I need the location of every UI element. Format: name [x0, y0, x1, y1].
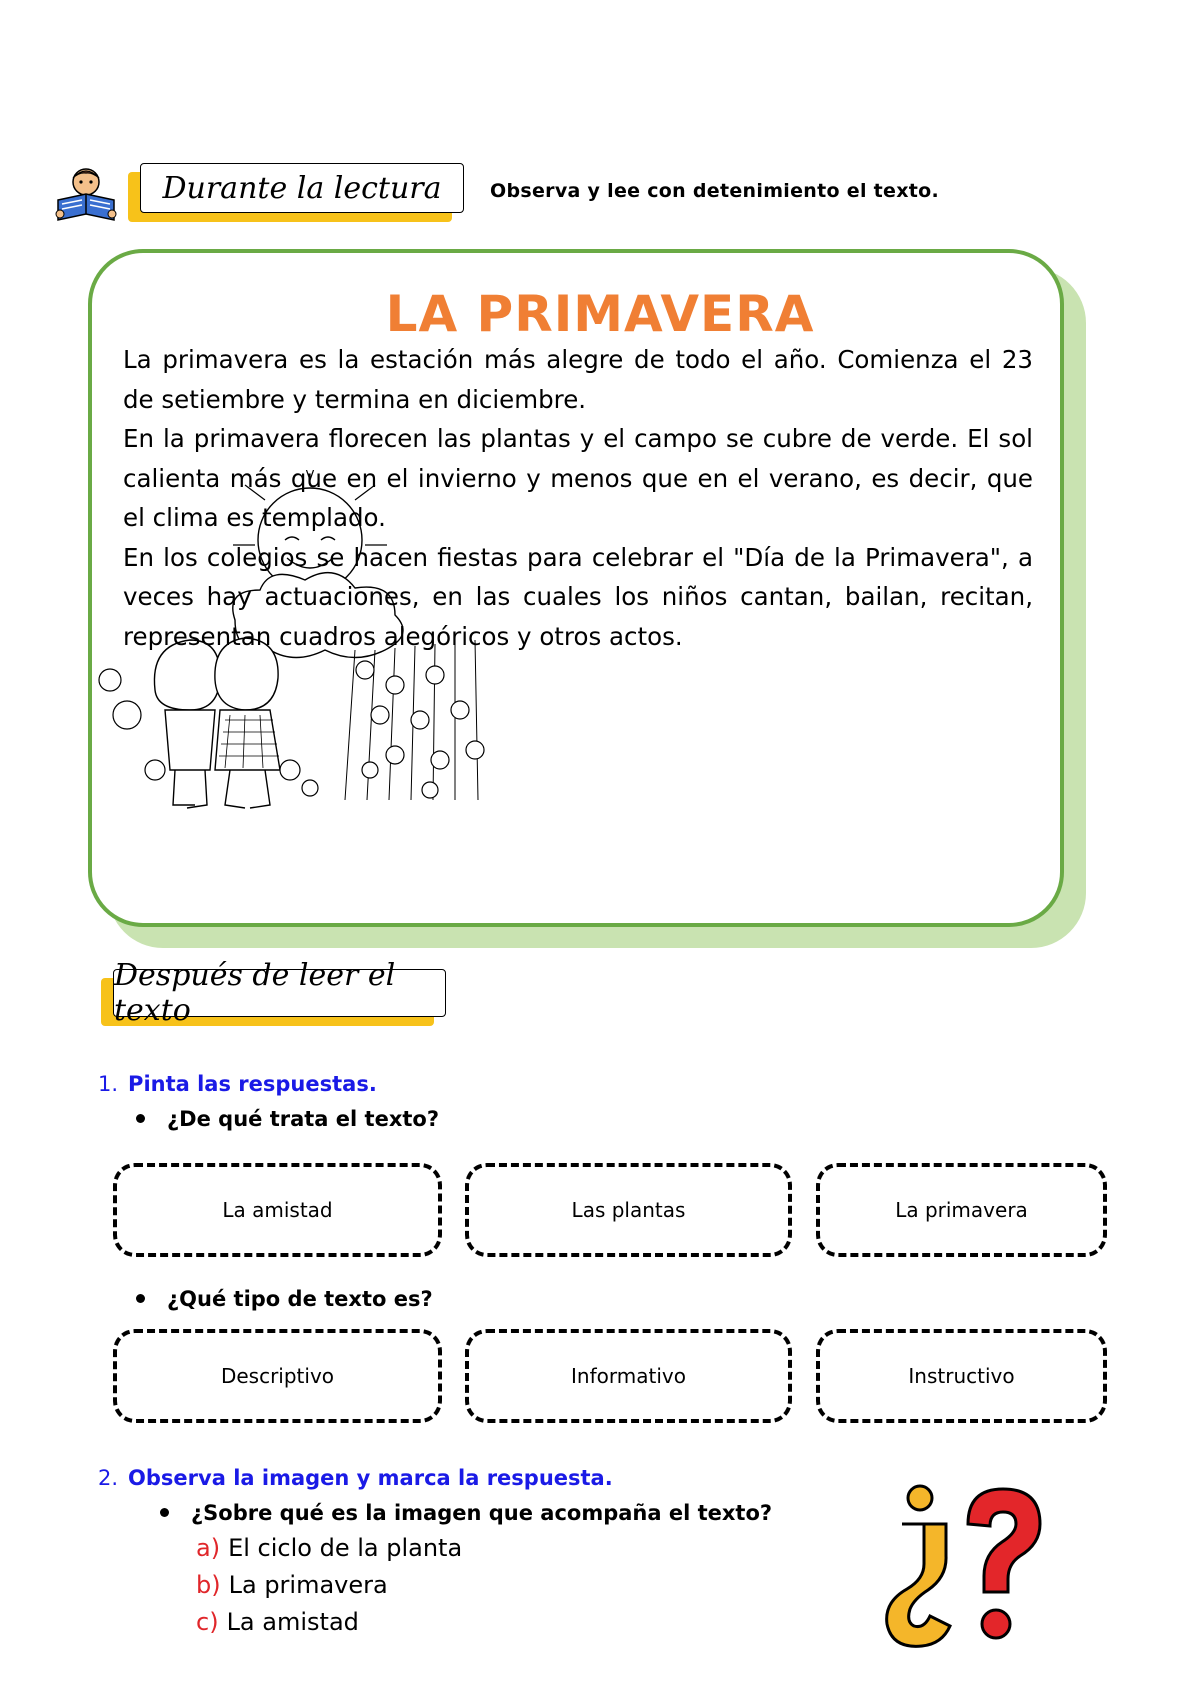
question-2-heading [98, 1466, 613, 1490]
option-informativo[interactable] [465, 1329, 792, 1423]
question-2a-text: ¿Sobre qué es la imagen que acompaña el texto? [191, 1501, 773, 1525]
reading-paragraph: En los colegios se hacen fiestas para celebrar el "Día de la Primavera", a veces hay actuaciones, en las cuales los niños cantan, bailan, recitan, representan cuadros alegóricos y otros actos. [123, 542, 1033, 651]
reading-title: LA PRIMAVERA [385, 285, 815, 343]
option-descriptivo[interactable] [113, 1329, 442, 1423]
section-tag-durante [140, 163, 464, 213]
option-label: La primavera [895, 1198, 1028, 1222]
choice-a[interactable] [196, 1530, 462, 1567]
question-2a [160, 1501, 772, 1525]
choice-b[interactable] [196, 1567, 462, 1604]
option-la-primavera[interactable] [816, 1163, 1107, 1257]
choice-letter: c) [196, 1608, 219, 1636]
reading-body [123, 340, 1033, 656]
option-label: La amistad [222, 1198, 333, 1222]
bullet-icon [160, 1508, 169, 1517]
choice-c[interactable] [196, 1604, 462, 1641]
option-label: Instructivo [908, 1364, 1015, 1388]
question-1a [136, 1107, 439, 1131]
question-number: 1. [98, 1072, 119, 1096]
choice-list [196, 1530, 462, 1641]
question-marks-icon [868, 1484, 1048, 1659]
option-label: Informativo [571, 1364, 686, 1388]
question-1b-text: ¿Qué tipo de texto es? [167, 1287, 433, 1311]
choice-text: La primavera [228, 1571, 388, 1599]
option-label: Las plantas [571, 1198, 686, 1222]
question-1b [136, 1287, 433, 1311]
option-instructivo[interactable] [816, 1329, 1107, 1423]
reading-paragraph: En la primavera florecen las plantas y el campo se cubre de verde. El sol calienta más que en el invierno y menos que en el verano, es decir, que el clima es templado. [123, 424, 1033, 532]
option-label: Descriptivo [220, 1364, 335, 1388]
option-las-plantas[interactable] [465, 1163, 792, 1257]
section-tag-despues [113, 958, 446, 1028]
instruction-text: Observa y lee con detenimiento el texto. [490, 180, 940, 202]
choice-text: La amistad [226, 1608, 359, 1636]
reading-paragraph: La primavera es la estación más alegre de todo el año. Comienza el 23 de setiembre y termina en diciembre. [123, 345, 1033, 414]
section-tag-label: Durante la lectura [162, 170, 442, 206]
question-1a-text: ¿De qué trata el texto? [167, 1107, 440, 1131]
choice-text: El ciclo de la planta [228, 1534, 463, 1562]
choice-letter: b) [196, 1571, 221, 1599]
bullet-icon [136, 1114, 145, 1123]
section-tag-label: Después de leer el texto [114, 958, 396, 1028]
question-1-heading [98, 1072, 377, 1096]
bullet-icon [136, 1294, 145, 1303]
option-la-amistad[interactable] [113, 1163, 442, 1257]
question-number: 2. [98, 1466, 119, 1490]
choice-letter: a) [196, 1534, 221, 1562]
reader-kid-icon [52, 164, 122, 224]
question-2-text: Observa la imagen y marca la respuesta. [128, 1466, 613, 1490]
question-1-text: Pinta las respuestas. [128, 1072, 377, 1096]
